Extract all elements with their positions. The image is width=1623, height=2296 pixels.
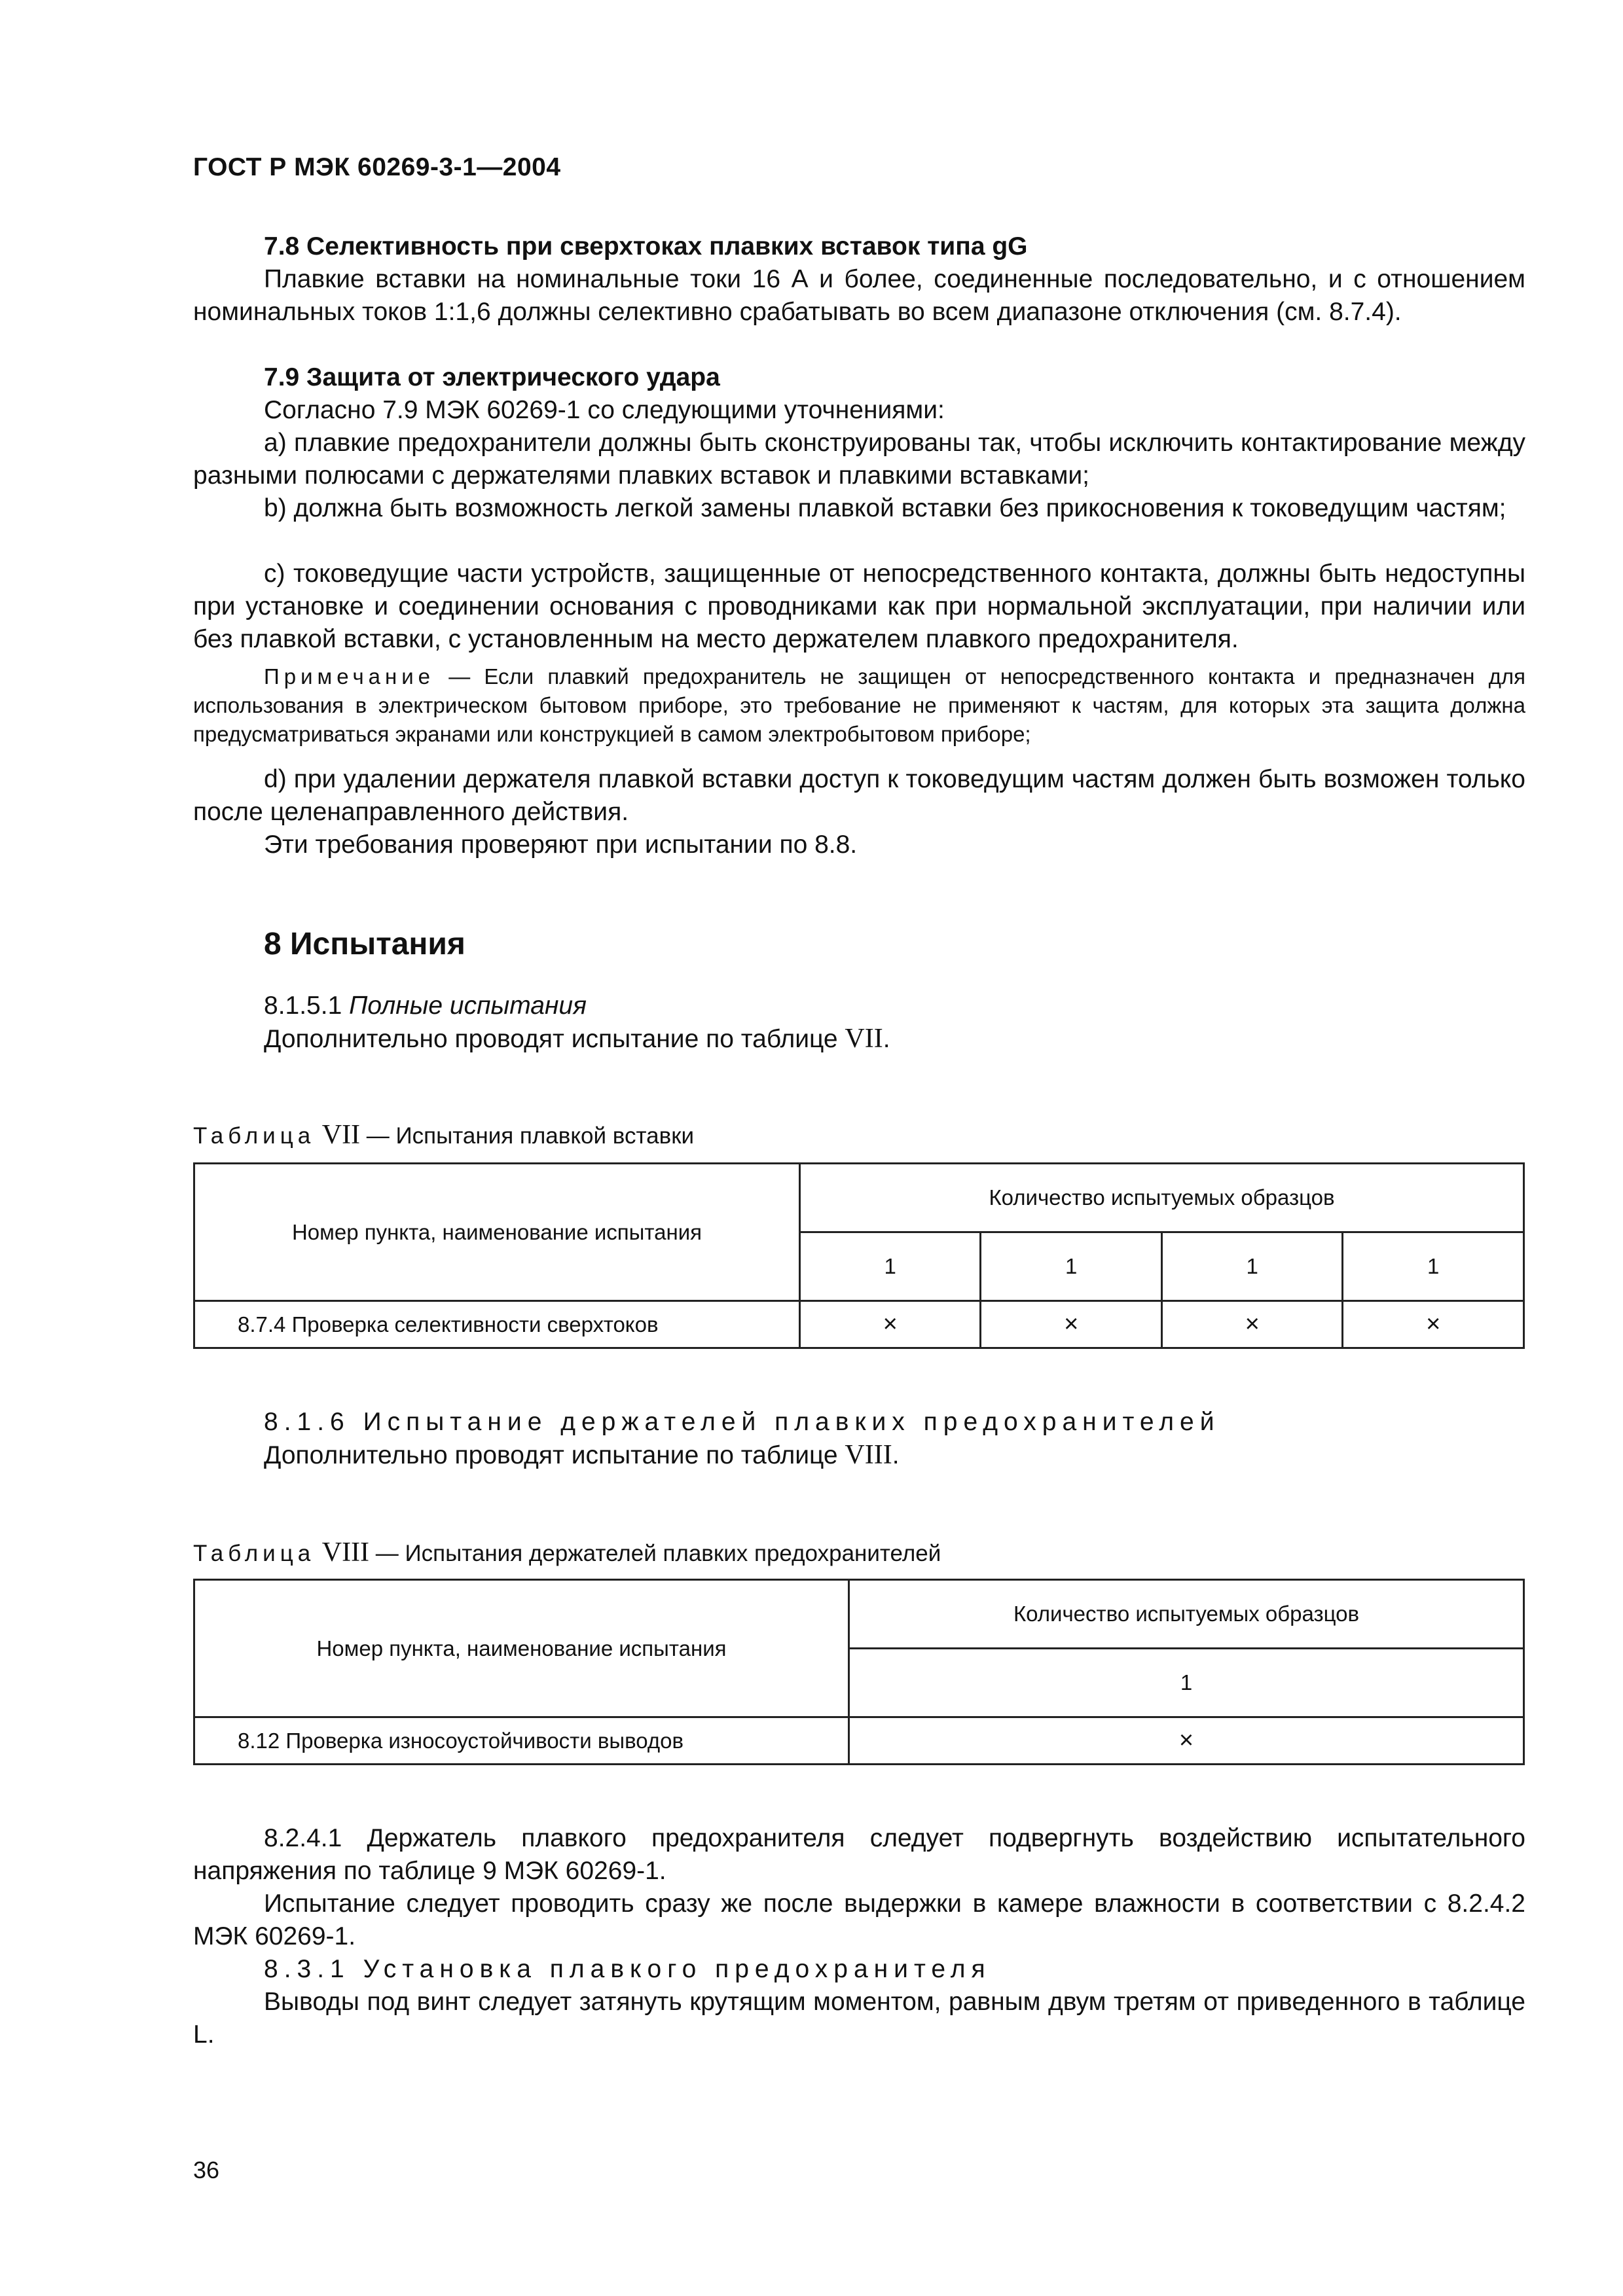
section-7-9-title: 7.9 Защита от электрического удара <box>264 363 720 391</box>
subsection-8-1-5-1-title: Полные испытания <box>349 992 587 1020</box>
section-8-title: 8 Испытания <box>264 927 465 961</box>
table-8-col-header: Номер пункта, наименование испытания <box>194 1580 849 1717</box>
text-part: . <box>892 1441 900 1469</box>
subsection-8-1-5-1-text <box>193 1022 1525 1056</box>
subsection-8-1-5-1 <box>193 990 1525 1022</box>
caption-roman: VIII <box>315 1537 370 1568</box>
caption-text: — Испытания плавкой вставки <box>360 1123 695 1149</box>
subsection-8-2-4-1-text: 8.2.4.1 Держатель плавкого предохранителя следует подвергнуть воздействию испытательного напряжения по таблице 9 МЭК 60269-1. <box>193 1824 1525 1885</box>
table-7-sample-count: 1 <box>981 1232 1161 1301</box>
table-7-row-label: 8.7.4 Проверка селективности сверхтоков <box>194 1301 800 1348</box>
section-7-8-title: 7.8 Селективность при сверхтоках плавких вставок типа gG <box>264 232 1028 260</box>
caption-label: Таблица <box>193 1541 316 1566</box>
document-code: ГОСТ Р МЭК 60269-3-1—2004 <box>193 153 561 181</box>
table-8-row-label: 8.12 Проверка износоустойчивости выводов <box>194 1717 849 1765</box>
roman-numeral: VII <box>845 1024 883 1054</box>
note-label: Примечание <box>264 664 435 689</box>
section-7-9-check: Эти требования проверяют при испытании по 8.8. <box>264 831 858 859</box>
table-7-sample-count: 1 <box>800 1232 981 1301</box>
caption-roman: VII <box>315 1120 361 1150</box>
table-7-caption <box>193 1119 694 1151</box>
text-part: Дополнительно проводят испытание по таблице <box>264 1441 845 1469</box>
section-7-9-item-b: b) должна быть возможность легкой замены плавкой вставки без прикосновения к токоведущим частям; <box>264 494 1506 522</box>
table-7-group-header: Количество испытуемых образцов <box>800 1164 1524 1232</box>
table-7-mark: × <box>981 1301 1161 1348</box>
table-7-sample-count: 1 <box>1161 1232 1342 1301</box>
section-7-9-item-c: c) токоведущие части устройств, защищенные от непосредственного контакта, должны быть недоступны при установке и соединении основания с проводниками как при нормальной эксплуатации, при наличии или без плавкой вставки, с установленным на место держателем плавкого предохранителя. <box>193 560 1525 653</box>
subsection-8-3-1-text: Выводы под винт следует затянуть крутящим моментом, равным двум третям от приведенного в таблице L. <box>193 1988 1525 2049</box>
table-7-mark: × <box>1343 1301 1524 1348</box>
table-7-mark: × <box>800 1301 981 1348</box>
subsection-8-1-6-heading: 8.1.6 Испытание держателей плавких предохранителей <box>264 1408 1220 1436</box>
table-8-group-header: Количество испытуемых образцов <box>849 1580 1524 1649</box>
subsection-8-1-6-text <box>193 1439 1525 1472</box>
page-number: 36 <box>193 2157 220 2183</box>
table-8-mark: × <box>849 1717 1524 1765</box>
note <box>193 662 1525 749</box>
subsection-8-3-1-heading: 8.3.1 Установка плавкого предохранителя <box>264 1955 991 1983</box>
text-part: Дополнительно проводят испытание по таблице <box>264 1025 845 1053</box>
caption-label: Таблица <box>193 1123 316 1149</box>
table-8-caption <box>193 1537 941 1568</box>
table-7-col-header: Номер пункта, наименование испытания <box>194 1164 800 1301</box>
section-7-9-intro: Согласно 7.9 МЭК 60269-1 со следующими уточнениями: <box>264 396 945 424</box>
note-text: — Если плавкий предохранитель не защищен от непосредственного контакта и предназначен для использования в электрическом бытовом приборе, это требование не применяют к частям, для которых эта защита должна предусматриваться экранами или конструкцией в самом электробытовом приборе; <box>193 664 1525 746</box>
section-7-9-item-d: d) при удалении держателя плавкой вставки доступ к токоведущим частям должен быть возможен только после целенаправленного действия. <box>193 765 1525 826</box>
subsection-8-2-4-1-text-2: Испытание следует проводить сразу же после выдержки в камере влажности в соответствии с 8.2.4.2 МЭК 60269-1. <box>193 1890 1525 1950</box>
section-7-8-text: Плавкие вставки на номинальные токи 16 А и более, соединенные последовательно, и с отношением номинальных токов 1:1,6 должны селективно срабатывать во всем диапазоне отключения (см. 8.7.4). <box>193 265 1525 326</box>
roman-numeral: VIII <box>845 1440 892 1470</box>
table-7-sample-count: 1 <box>1343 1232 1524 1301</box>
subsection-8-1-5-1-number: 8.1.5.1 <box>264 992 350 1020</box>
table-7 <box>193 1162 1525 1349</box>
table-row <box>194 1301 1524 1348</box>
table-8 <box>193 1579 1525 1765</box>
table-8-sample-count: 1 <box>849 1649 1524 1717</box>
caption-text: — Испытания держателей плавких предохранителей <box>369 1541 941 1566</box>
table-row <box>194 1717 1524 1765</box>
text-part: . <box>883 1025 890 1053</box>
section-7-9-item-a: a) плавкие предохранители должны быть сконструированы так, чтобы исключить контактирование между разными полюсами с держателями плавких вставок и плавкими вставками; <box>193 429 1525 490</box>
table-7-mark: × <box>1161 1301 1342 1348</box>
